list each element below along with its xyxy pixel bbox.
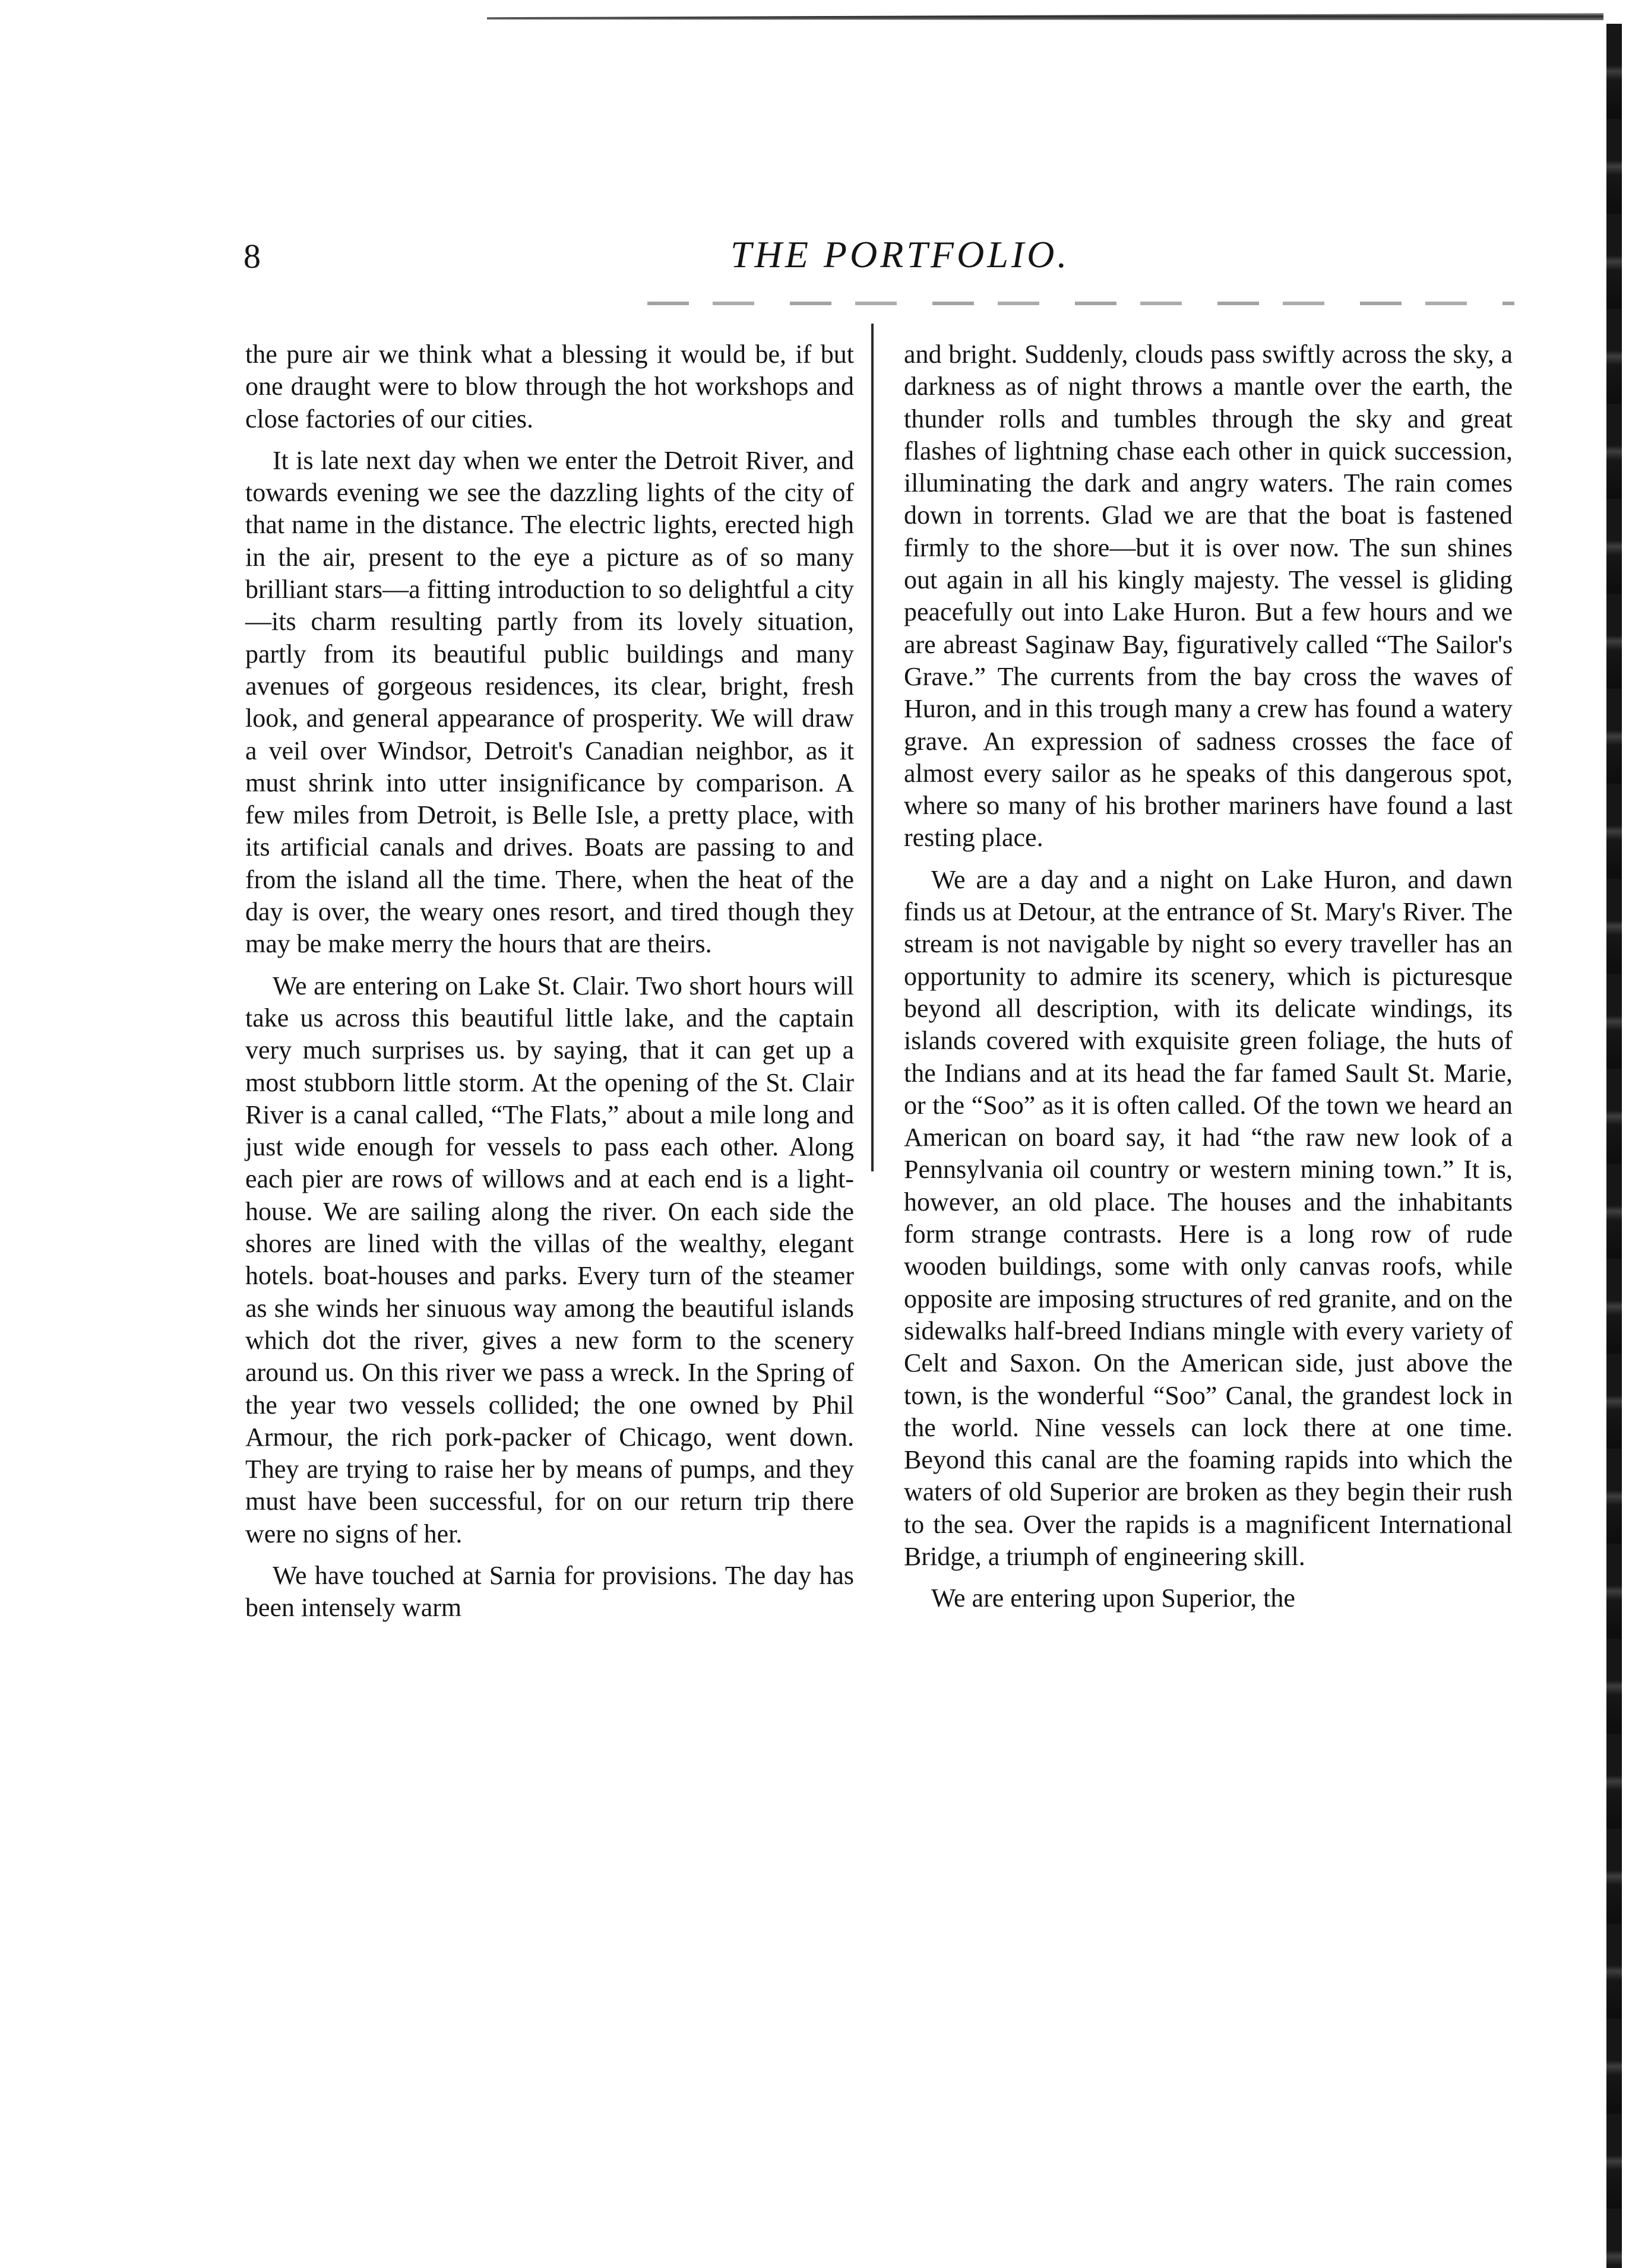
paragraph: We are entering upon Superior, the	[931, 1583, 1295, 1613]
page-binding-edge	[1606, 24, 1622, 2268]
scan-edge-shadow	[487, 13, 1603, 20]
running-title: THE PORTFOLIO.	[730, 233, 1070, 275]
paragraph: It is late next day when we enter the Detroit River, and towards evening we see the dazzling lights of the city of that name in the distance. The electric lights, erected high in the air, present to the eye a picture as of so many brilliant stars—a fitting introduction to so delightful a city—its charm resulting partly from its lovely situation, partly from its beautiful public buildings and many avenues of gorgeous residences, its clear, bright, fresh look, and general appearance of prosperity. We will draw a veil over Windsor, Detroit's Canadian neighbor, as it must shrink into utter insignificance by comparison. A few miles from Detroit, is Belle Isle, a pretty place, with its artificial canals and drives. Boats are passing to and from the island all the time. There, when the heat of the day is over, the weary ones resort, and tired though they may be make merry the hours that are theirs.	[245, 445, 854, 959]
paragraph: We have touched at Sarnia for provisions. The day has been intensely warm	[245, 1560, 854, 1623]
paragraph: the pure air we think what a blessing it would be, if but one draught were to blow through the hot workshops and close factories of our cities.	[245, 340, 854, 433]
header-rule	[647, 302, 1514, 305]
paragraph: We are entering on Lake St. Clair. Two short hours will take us across this beautiful little lake, and the captain very much surprises us. by saying, that it can get up a most stubborn little storm. At the opening of the St. Clair River is a canal called, “The Flats,” about a mile long and just wide enough for vessels to pass each other. Along each pier are rows of willows and at each end is a light-house. We are sailing along the river. On each side the shores are lined with the villas of the wealthy, elegant hotels. boat-houses and parks. Every turn of the steamer as she winds her sinuous way among the beautiful islands which dot the river, gives a new form to the scenery around us. On this river we pass a wreck. In the Spring of the year two vessels collided; the one owned by Phil Armour, the rich pork-packer of Chicago, went down. They are trying to raise her by means of pumps, and they must have been successful, for on our return trip there were no signs of her.	[245, 971, 854, 1548]
left-column	[245, 338, 854, 1634]
paragraph: and bright. Suddenly, clouds pass swiftly across the sky, a darkness as of night throws a mantle over the earth, the thunder rolls and tumbles through the sky and great flashes of lightning chase each other in quick succession, illuminating the dark and angry waters. The rain comes down in torrents. Glad we are that the boat is fastened firmly to the shore—but it is over now. The sun shines out again in all his kingly majesty. The vessel is gliding peacefully out into Lake Huron. But a few hours and we are abreast Saginaw Bay, figuratively called “The Sailor's Grave.” The currents from the bay cross the waves of Huron, and in this trough many a crew has found a watery grave. An expression of sadness crosses the face of almost every sailor as he speaks of this dangerous spot, where so many of his brother mariners have found a last resting place.	[904, 340, 1513, 853]
right-column	[904, 338, 1513, 1624]
page-number: 8	[243, 237, 261, 275]
column-divider	[871, 324, 874, 1171]
paragraph: We are a day and a night on Lake Huron, and dawn finds us at Detour, at the entrance of St. Mary's River. The stream is not navigable by night so every traveller has an opportunity to admire its scenery, which is picturesque beyond all description, with its delicate windings, its islands covered with exquisite green foliage, the huts of the Indians and at its head the far famed Sault St. Marie, or the “Soo” as it is often called. Of the town we heard an American on board say, it had “the raw new look of a Pennsylvania oil country or western mining town.” It is, however, an old place. The houses and the inhabitants form strange contrasts. Here is a long row of rude wooden buildings, some with only canvas roofs, while opposite are imposing structures of red granite, and on the sidewalks half-breed Indians mingle with every variety of Celt and Saxon. On the American side, just above the town, is the wonderful “Soo” Canal, the grandest lock in the world. Nine vessels can lock there at one time. Beyond this canal are the foaming rapids into which the waters of old Superior are broken as they begin their rush to the sea. Over the rapids is a magnificent International Bridge, a triumph of engineering skill.	[904, 864, 1513, 1571]
